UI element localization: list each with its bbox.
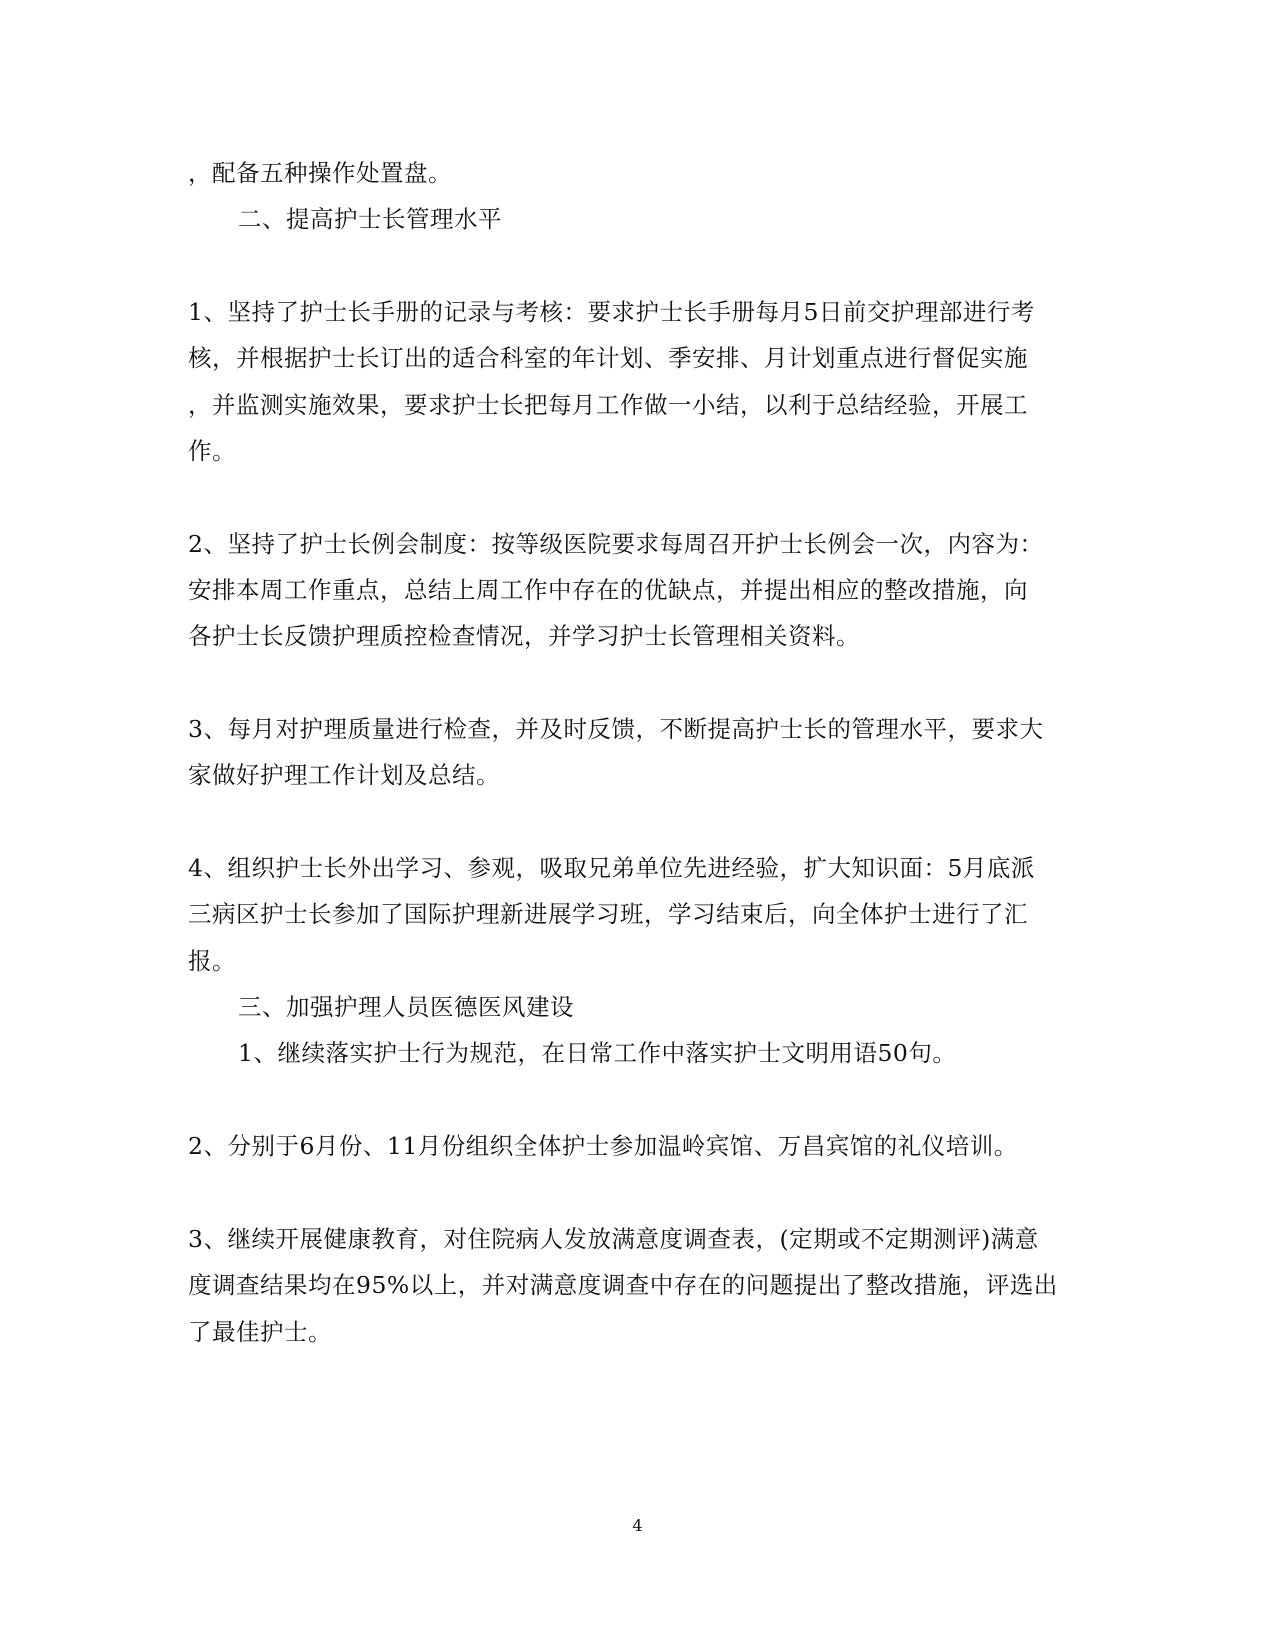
paragraph-line: 1、坚持了护士长手册的记录与考核：要求护士长手册每月5日前交护理部进行考 bbox=[188, 298, 1035, 326]
paragraph-line: 作。 bbox=[188, 437, 236, 465]
section-heading: 二、提高护士长管理水平 bbox=[238, 205, 502, 233]
paragraph-line: 安排本周工作重点，总结上周工作中存在的优缺点，并提出相应的整改措施，向 bbox=[188, 576, 1028, 604]
paragraph-line: 1、继续落实护士行为规范，在日常工作中落实护士文明用语50句。 bbox=[238, 1039, 957, 1067]
paragraph-line: ，配备五种操作处置盘。 bbox=[188, 159, 452, 187]
paragraph-line: 度调查结果均在95%以上，并对满意度调查中存在的问题提出了整改措施，评选出 bbox=[188, 1271, 1058, 1299]
paragraph-line: 核，并根据护士长订出的适合科室的年计划、季安排、月计划重点进行督促实施 bbox=[188, 344, 1028, 372]
paragraph-line: ，并监测实施效果，要求护士长把每月工作做一小结，以利于总结经验，开展工 bbox=[188, 391, 1028, 419]
paragraph-line: 各护士长反馈护理质控检查情况，并学习护士长管理相关资料。 bbox=[188, 622, 860, 650]
paragraph-line: 2、坚持了护士长例会制度：按等级医院要求每周召开护士长例会一次，内容为： bbox=[188, 530, 1044, 558]
section-heading: 三、加强护理人员医德医风建设 bbox=[238, 993, 574, 1021]
paragraph-line: 3、每月对护理质量进行检查，并及时反馈，不断提高护士长的管理水平，要求大 bbox=[188, 715, 1044, 743]
paragraph-line: 了最佳护士。 bbox=[188, 1318, 332, 1346]
paragraph-line: 2、分别于6月份、11月份组织全体护士参加温岭宾馆、万昌宾馆的礼仪培训。 bbox=[188, 1132, 1018, 1160]
paragraph-line: 3、继续开展健康教育，对住院病人发放满意度调查表，(定期或不定期测评)满意 bbox=[188, 1225, 1039, 1253]
paragraph-line: 三病区护士长参加了国际护理新进展学习班，学习结束后，向全体护士进行了汇 bbox=[188, 900, 1028, 928]
paragraph-line: 4、组织护士长外出学习、参观，吸取兄弟单位先进经验，扩大知识面：5月底派 bbox=[188, 854, 1035, 882]
page-number: 4 bbox=[632, 1516, 643, 1535]
paragraph-line: 家做好护理工作计划及总结。 bbox=[188, 761, 500, 789]
paragraph-line: 报。 bbox=[188, 947, 236, 975]
